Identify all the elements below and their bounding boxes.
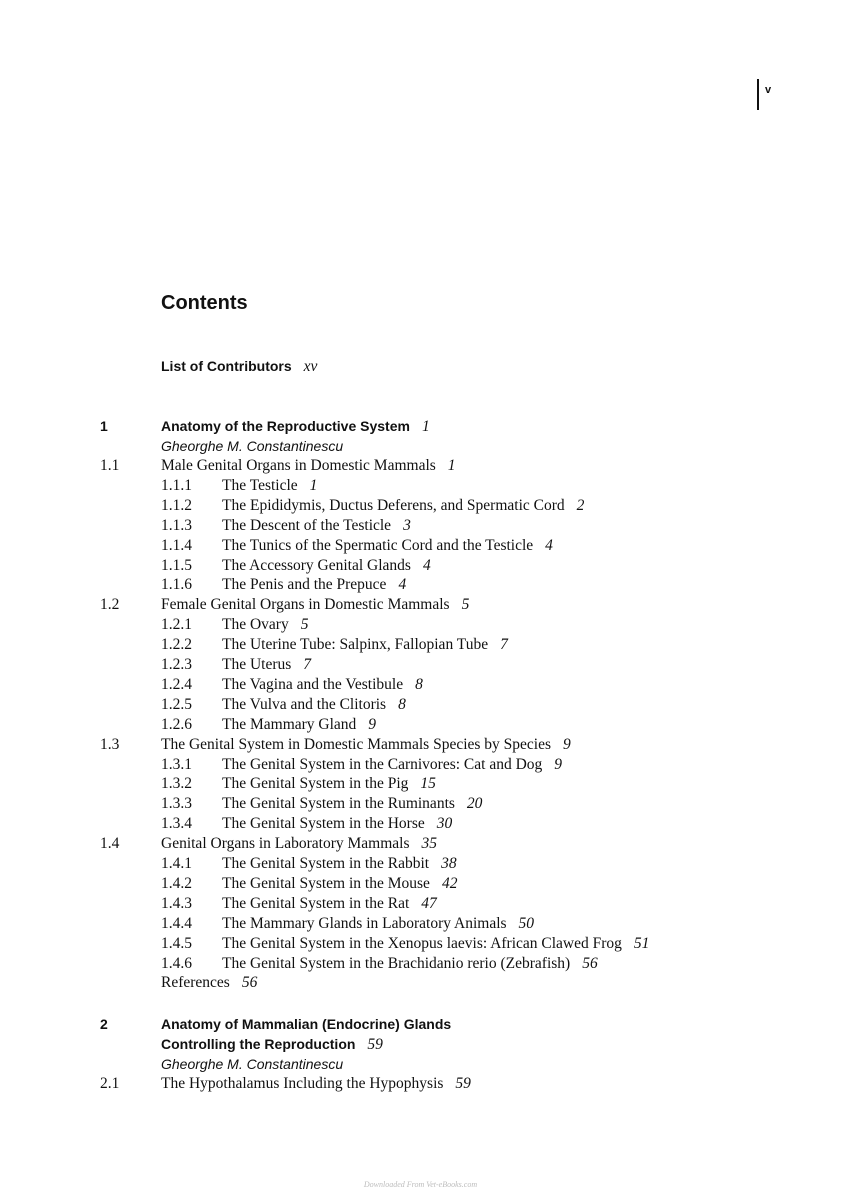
entry-page: 8 (398, 695, 406, 713)
entry-title: The Genital System in Domestic Mammals Species by Species (161, 735, 552, 753)
entry-number: 1.2.6 (161, 715, 192, 733)
entry-page: 8 (415, 675, 423, 693)
entry-number: 1.4.6 (161, 954, 192, 972)
entry-number: 1.4.4 (161, 914, 192, 932)
chapter-2-title-line1: Anatomy of Mammalian (Endocrine) Glands (161, 1016, 452, 1032)
entry-number: 1.1.6 (161, 576, 192, 594)
entry-page: 56 (582, 954, 598, 972)
entry-number: 1.2 (100, 596, 120, 614)
chapter-2-number: 2 (100, 1016, 108, 1032)
entry-title: The Tunics of the Spermatic Cord and the Testicle (222, 536, 534, 554)
entry-title: The Vagina and the Vestibule (222, 675, 404, 693)
entry-title: The Genital System in the Horse (222, 815, 425, 833)
entry-title: The Mammary Gland (222, 715, 357, 733)
chapter-1-author: Gheorghe M. Constantinescu (161, 438, 344, 454)
entry-number: 2.1 (100, 1075, 120, 1092)
entry-number: 1.1 (100, 457, 120, 474)
entry-page: 15 (420, 775, 436, 793)
entry-page: 9 (368, 715, 377, 733)
entry-page: 35 (421, 835, 438, 853)
entry-page: 38 (441, 855, 457, 872)
entry-title: Female Genital Organs in Domestic Mammals (161, 596, 450, 614)
entry-page: 30 (436, 815, 453, 833)
entry-page: 50 (518, 914, 535, 932)
chapter-2-page: 59 (367, 1036, 383, 1053)
entry-title: The Accessory Genital Glands (222, 556, 411, 574)
entry-page: 9 (563, 735, 571, 753)
entry-page: 5 (300, 616, 309, 634)
entry-title: The Genital System in the Rabbit (222, 855, 430, 872)
entry-number: 1.2.2 (161, 636, 192, 654)
chapter-2-author: Gheorghe M. Constantinescu (161, 1056, 344, 1072)
watermark: Downloaded From Vet-eBooks.com (363, 1180, 478, 1189)
entry-number: 1.1.5 (161, 556, 192, 574)
page-title: Contents (161, 292, 248, 314)
entry-title: The Uterine Tube: Salpinx, Fallopian Tube (222, 636, 489, 654)
entry-title: The Uterus (222, 656, 292, 673)
entry-title: The Ovary (222, 616, 289, 634)
entry-number: 1.4.1 (161, 855, 192, 872)
entry-title: The Hypothalamus Including the Hypophysis (161, 1075, 444, 1092)
entry-page: 2 (576, 496, 585, 514)
entry-page: 7 (303, 656, 312, 673)
entry-page: 42 (441, 874, 458, 892)
contributors-title: List of Contributors (161, 358, 292, 374)
contributors-page: xv (303, 358, 318, 375)
entry-title: Genital Organs in Laboratory Mammals (161, 835, 410, 853)
entry-page: 4 (545, 536, 553, 554)
entry-page: 1 (309, 476, 318, 494)
entry-title: The Descent of the Testicle (222, 516, 392, 534)
entry-title: The Genital System in the Pig (222, 775, 409, 793)
chapter-1-page: 1 (421, 418, 430, 435)
entry-title: The Penis and the Prepuce (222, 576, 387, 594)
chapter-1-title: Anatomy of the Reproductive System (161, 418, 410, 434)
entry-number: 1.1.1 (161, 476, 192, 494)
entry-number: 1.1.2 (161, 496, 192, 514)
entry-title: The Genital System in the Mouse (222, 874, 430, 892)
entry-number: 1.1.4 (161, 536, 192, 554)
entry-page: 9 (554, 755, 563, 773)
entry-number: 1.4.5 (161, 934, 192, 952)
page-folio: v (765, 84, 772, 96)
entry-page: 7 (500, 636, 508, 654)
entry-number: 1.3.3 (161, 795, 192, 813)
entry-number: 1.3.1 (161, 755, 192, 773)
entry-number: 1.3 (100, 735, 120, 753)
entry-page: 51 (633, 934, 650, 952)
entry-page: 47 (421, 894, 437, 912)
entry-number: 1.2.3 (161, 656, 192, 673)
entry-title: References (161, 974, 230, 992)
entry-page: 59 (455, 1075, 471, 1092)
chapter-1-number: 1 (100, 418, 108, 434)
entry-number: 1.4.3 (161, 894, 192, 912)
entry-title: The Genital System in the Ruminants (222, 795, 455, 813)
entry-number: 1.2.5 (161, 695, 192, 713)
entry-title: The Vulva and the Clitoris (222, 695, 387, 713)
entry-title: The Mammary Glands in Laboratory Animals (222, 914, 507, 932)
entry-number: 1.4.2 (161, 874, 192, 892)
entry-title: The Genital System in the Carnivores: Cat and Dog (222, 755, 543, 773)
entry-page: 1 (447, 457, 456, 474)
entry-page: 4 (422, 556, 431, 574)
entry-title: The Genital System in the Brachidanio rerio (Zebrafish) (222, 954, 571, 972)
entry-number: 1.4 (100, 835, 120, 853)
entry-title: The Genital System in the Xenopus laevis: African Clawed Frog (222, 934, 622, 952)
entry-title: The Testicle (222, 476, 298, 494)
entry-page: 5 (461, 596, 470, 614)
entry-page: 20 (466, 795, 483, 813)
entry-number: 1.2.1 (161, 616, 192, 634)
entry-title: The Epididymis, Ductus Deferens, and Spermatic Cord (222, 496, 565, 514)
entry-number: 1.1.3 (161, 516, 192, 534)
entry-title: The Genital System in the Rat (222, 894, 410, 912)
entry-number: 1.3.4 (161, 815, 192, 833)
entry-title: Male Genital Organs in Domestic Mammals (161, 457, 436, 474)
entry-page: 4 (398, 576, 407, 594)
entry-number: 1.2.4 (161, 675, 192, 693)
chapter-2-title-line2: Controlling the Reproduction (161, 1036, 356, 1052)
entry-page: 3 (403, 516, 411, 534)
folio-rule (757, 79, 759, 110)
entry-number: 1.3.2 (161, 775, 192, 793)
entry-page: 56 (241, 974, 258, 992)
